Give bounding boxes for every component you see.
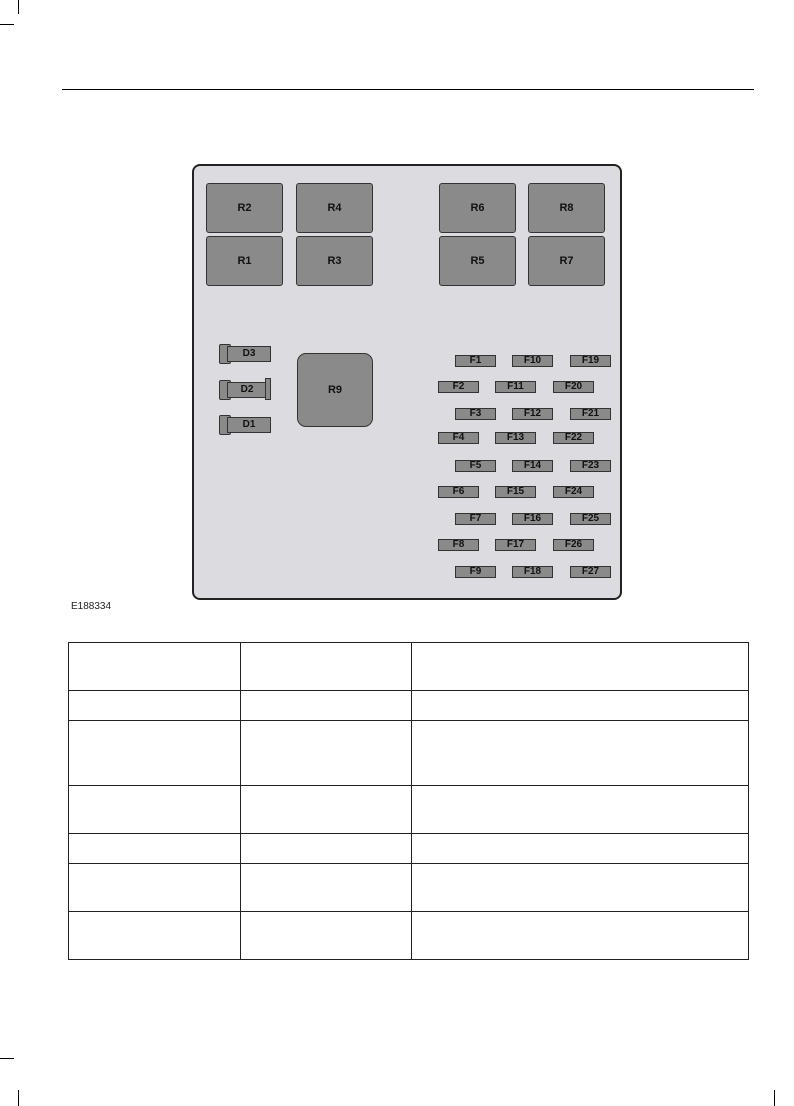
diode-d1 [219,415,273,435]
table-cell [412,834,749,864]
diode-d3 [219,344,273,364]
table-row [69,643,749,691]
table-cell [241,691,412,721]
table-cell [241,864,412,912]
relay-label: R6 [470,202,485,214]
relay-label: R4 [327,202,342,214]
fuse-f12: F12 [512,408,553,420]
fuse-f11: F11 [495,381,536,393]
relay-r7 [528,236,605,286]
fuse-f15: F15 [495,486,536,498]
relay-label: R2 [237,202,252,214]
table-row [69,912,749,960]
relay-label: R7 [559,255,574,267]
table-cell [241,643,412,691]
table-cell [69,786,241,834]
table-cell [412,786,749,834]
fuse-f9: F9 [455,566,496,578]
crop-mark [774,1090,775,1106]
diode-d2 [219,380,273,400]
fuse-table [68,642,749,960]
header-rule [62,89,754,90]
fuse-f25: F25 [570,513,611,525]
relay-r8 [528,183,605,233]
fuse-f26: F26 [553,539,594,551]
table-cell [69,643,241,691]
fuse-f7: F7 [455,513,496,525]
fuse-f3: F3 [455,408,496,420]
fuse-f23: F23 [570,460,611,472]
fuse-f4: F4 [438,432,479,444]
relay-r1 [206,236,283,286]
fuse-f19: F19 [570,355,611,367]
fuse-f1: F1 [455,355,496,367]
relay-r2 [206,183,283,233]
table-cell [412,864,749,912]
table-cell [241,834,412,864]
crop-mark [0,24,14,25]
fuse-f18: F18 [512,566,553,578]
relay-label: R3 [327,255,342,267]
crop-mark [18,1090,19,1106]
relay-label: R5 [470,255,485,267]
table-cell [69,721,241,786]
fuse-f22: F22 [553,432,594,444]
fuse-f13: F13 [495,432,536,444]
table-cell [69,864,241,912]
diode-tab [265,378,271,400]
fuse-f5: F5 [455,460,496,472]
fuse-f6: F6 [438,486,479,498]
table-cell [241,912,412,960]
fuse-f27: F27 [570,566,611,578]
figure-code: E188334 [71,601,112,612]
diode-label: D2 [227,382,267,398]
relay-label: R8 [559,202,574,214]
relay-r3 [296,236,373,286]
fuse-f20: F20 [553,381,594,393]
fuse-f24: F24 [553,486,594,498]
relay-label: R1 [237,255,252,267]
table-cell [412,721,749,786]
table-row [69,721,749,786]
table-cell [241,786,412,834]
crop-mark [0,1058,14,1059]
fuse-f14: F14 [512,460,553,472]
crop-mark [18,0,19,14]
table-row [69,864,749,912]
relay-r6 [439,183,516,233]
relay-r9 [297,353,373,427]
table-cell [69,912,241,960]
relay-r4 [296,183,373,233]
fuse-f2: F2 [438,381,479,393]
table-row [69,834,749,864]
table-cell [241,721,412,786]
table-cell [412,643,749,691]
diode-label: D3 [227,346,271,362]
table-cell [412,912,749,960]
fuse-box-diagram [192,164,622,600]
fuse-f21: F21 [570,408,611,420]
table-cell [412,691,749,721]
table-row [69,691,749,721]
fuse-f10: F10 [512,355,553,367]
table-cell [69,691,241,721]
diode-label: D1 [227,417,271,433]
table-cell [69,834,241,864]
table-row [69,786,749,834]
fuse-f17: F17 [495,539,536,551]
fuse-f16: F16 [512,513,553,525]
relay-label: R9 [327,384,343,396]
fuse-f8: F8 [438,539,479,551]
relay-r5 [439,236,516,286]
